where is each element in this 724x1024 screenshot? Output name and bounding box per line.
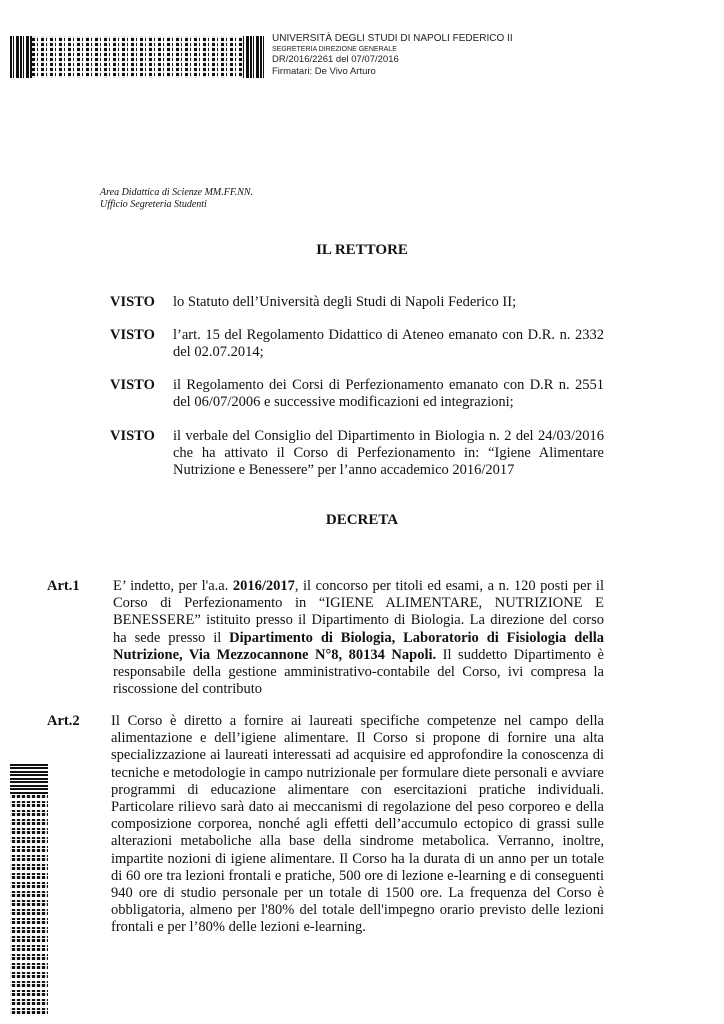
office-line-2: Ufficio Segreteria Studenti — [100, 199, 207, 210]
document-title: IL RETTORE — [316, 242, 408, 258]
office-line-1: Area Didattica di Scienze MM.FF.NN. — [100, 187, 254, 198]
decree-heading: DECRETA — [325, 512, 399, 528]
article-text: Il Corso è diretto a fornire ai laureati specifiche competenze nel campo della alimentazione e dell’igiene alimentare. Il Corso si propone di fornire una alta specializzazione ai laureati interessati ad acquisire ed approfondire la conoscenza di tecniche e metodologie in campo nutrizionale per formulare diete personali e avviare programmi di educazione alimentare con esercitazioni pratiche individuali. Particolare rilievo sarà dato ai meccanismi di regolazione del peso corporeo e della composizione corporea, nonché agli effetti dell’accumulo ectopico di grassi sulle alterazioni metaboliche alla base della sindrome metabolica. Verranno, inoltre, impartite nozioni di igiene alimentare. Il Corso ha la durata di un anno per un totale di 60 ore tra lezioni frontali e pratiche, 500 ore di lezione e-learning e di conseguenti 940 ore di studio personale per un totale di 1500 ore. La frequenza del Corso è obbligatoria, almeno per l'80% del totale dell'impegno orario previsto delle lezioni frontali e per l’80% delle lezioni e-learning. — [111, 713, 604, 936]
article-label: Art.2 — [47, 713, 80, 729]
stamp-signers: Firmatari: De Vivo Arturo — [272, 66, 376, 77]
visto-row — [110, 428, 604, 479]
visto-text: lo Statuto dell’Università degli Studi di Napoli Federico II; — [173, 294, 517, 310]
visto-keyword: VISTO — [110, 327, 155, 343]
visto-row — [110, 327, 604, 361]
visto-keyword: VISTO — [110, 428, 155, 444]
stamp-office: SEGRETERIA DIREZIONE GENERALE — [272, 46, 397, 53]
article-1 — [47, 578, 604, 698]
office-header — [100, 187, 253, 211]
article-text: E’ indetto, per l'a.a. 2016/2017, il concorso per titoli ed esami, a n. 120 posti per il Corso di Perfezionamento in “IGIENE ALIMENTARE, NUTRIZIONE E BENESSERE” istituito presso il Dipartimento di Biologia. La direzione del corso ha sede presso il Dipartimento di Biologia, Laboratorio di Fisiologia della Nutrizione, Via Mezzocannone N°8, 80134 Napoli. Il suddetto Dipartimento è responsabile della gestione amministrativo-contabile del Corso, ivi compresa la riscossione del contributo — [113, 578, 605, 698]
visto-keyword: VISTO — [110, 294, 155, 310]
visto-text: il verbale del Consiglio del Dipartimento in Biologia n. 2 del 24/03/2016 che ha attivato il Corso di Perfezionamento in: “Igiene Alimentare Nutrizione e Benessere” per l’anno accademico 2016/2017 — [173, 428, 604, 478]
stamp-protocol: DR/2016/2261 del 07/07/2016 — [272, 54, 399, 65]
visto-keyword: VISTO — [110, 377, 155, 393]
protocol-stamp — [272, 33, 513, 78]
article-2 — [47, 713, 604, 937]
visto-text: l’art. 15 del Regolamento Didattico di Ateneo emanato con D.R. n. 2332 del 02.07.2014; — [173, 327, 604, 360]
barcode-side — [10, 762, 48, 1014]
visto-row — [110, 294, 604, 311]
barcode-top — [10, 36, 266, 78]
visto-text: il Regolamento dei Corsi di Perfezionamento emanato con D.R n. 2551 del 06/07/2006 e successive modificazioni ed integrazioni; — [173, 377, 604, 410]
article-label: Art.1 — [47, 578, 80, 594]
visto-row — [110, 377, 604, 411]
stamp-university: UNIVERSITÀ DEGLI STUDI DI NAPOLI FEDERICO II — [272, 33, 513, 44]
